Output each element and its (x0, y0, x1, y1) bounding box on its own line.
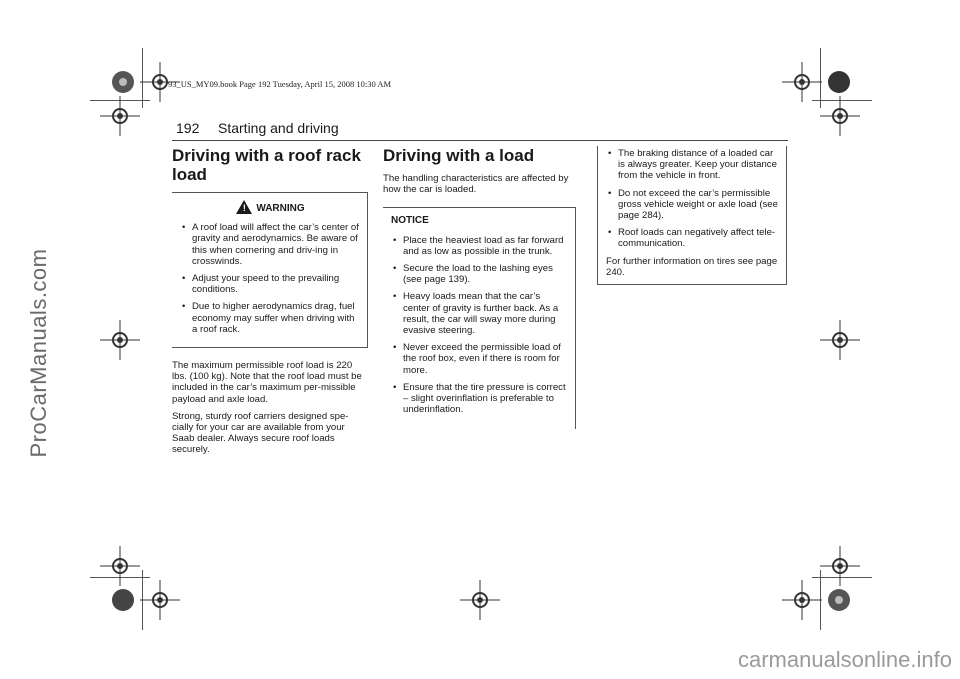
header-rule (172, 140, 788, 141)
warning-box (172, 192, 368, 348)
crosshair-registration-icon (460, 580, 500, 620)
crosshair-registration-icon (782, 62, 822, 102)
section-title: Starting and driving (218, 120, 339, 136)
paragraph: Strong, sturdy roof carriers designed spe-cially for your car are available from your Saab dealer. Always secure roof loads securely. (172, 410, 349, 456)
crosshair-registration-icon (820, 96, 860, 136)
list-item: • Secure the load to the lashing eyes (see page 139). (391, 263, 567, 285)
warning-list (180, 222, 361, 335)
crosshair-registration-icon (100, 320, 140, 360)
warning-label: WARNING (256, 203, 305, 214)
registration-circle-icon (819, 580, 859, 620)
notice-box (383, 207, 576, 429)
column-1 (172, 146, 368, 462)
page-number: 192 (176, 120, 200, 136)
crosshair-registration-icon (140, 580, 180, 620)
crosshair-registration-icon (782, 580, 822, 620)
notice-label: NOTICE (391, 215, 429, 227)
crosshair-registration-icon (100, 96, 140, 136)
warning-triangle-icon: ! (236, 200, 252, 214)
load-heading: Driving with a load (383, 146, 535, 165)
list-item: • A roof load will affect the car’s center of gravity and aerodynamics. Be aware of this when cornering and driv-ing in crosswinds. (180, 222, 361, 267)
side-watermark: ProCarManuals.com (26, 248, 51, 458)
notice-continued-box (597, 146, 787, 285)
tires-reference: For further information on tires see page 240. (606, 255, 778, 278)
list-item: • Place the heaviest load as far forward and as low as possible in the trunk. (391, 235, 567, 257)
warning-header (180, 200, 361, 214)
paragraph: The maximum permissible roof load is 220 lbs. (100 kg). Note that the roof load must be included in the car’s maximum per-missible payload and axle load. (172, 360, 362, 405)
list-item: • Due to higher aerodynamics drag, fuel economy may suffer when driving with a roof rack. (180, 301, 361, 335)
registration-circle-icon (103, 580, 143, 620)
book-info: 93_US_MY09.book Page 192 Tuesday, April 15, 2008 10:30 AM (168, 79, 392, 89)
list-item: • Heavy loads mean that the car’s center of gravity is further back. As a result, the car will sway more during evasive steering. (391, 291, 567, 336)
column-3 (597, 146, 787, 297)
list-item: • Adjust your speed to the prevailing conditions. (180, 273, 361, 295)
list-item: • The braking distance of a loaded car is always greater. Keep your distance from the vehicle in front. (606, 148, 780, 182)
column-2 (383, 146, 576, 441)
intro-paragraph: The handling characteristics are affected by how the car is loaded. (383, 173, 569, 196)
notice-continued-list (606, 148, 780, 250)
list-item: • Ensure that the tire pressure is correct – slight overinflation is preferable to underinflation. (391, 382, 567, 416)
list-item: • Roof loads can negatively affect tele-communication. (606, 227, 780, 249)
list-item: • Do not exceed the car’s permissible gross vehicle weight or axle load (see page 284). (606, 188, 780, 222)
notice-list (391, 235, 567, 416)
list-item: • Never exceed the permissible load of the roof box, even if there is room for more. (391, 342, 567, 376)
roof-rack-heading: Driving with a roof rack load (172, 146, 361, 184)
bottom-watermark: carmanualsonline.info (737, 647, 952, 672)
crosshair-registration-icon (820, 320, 860, 360)
